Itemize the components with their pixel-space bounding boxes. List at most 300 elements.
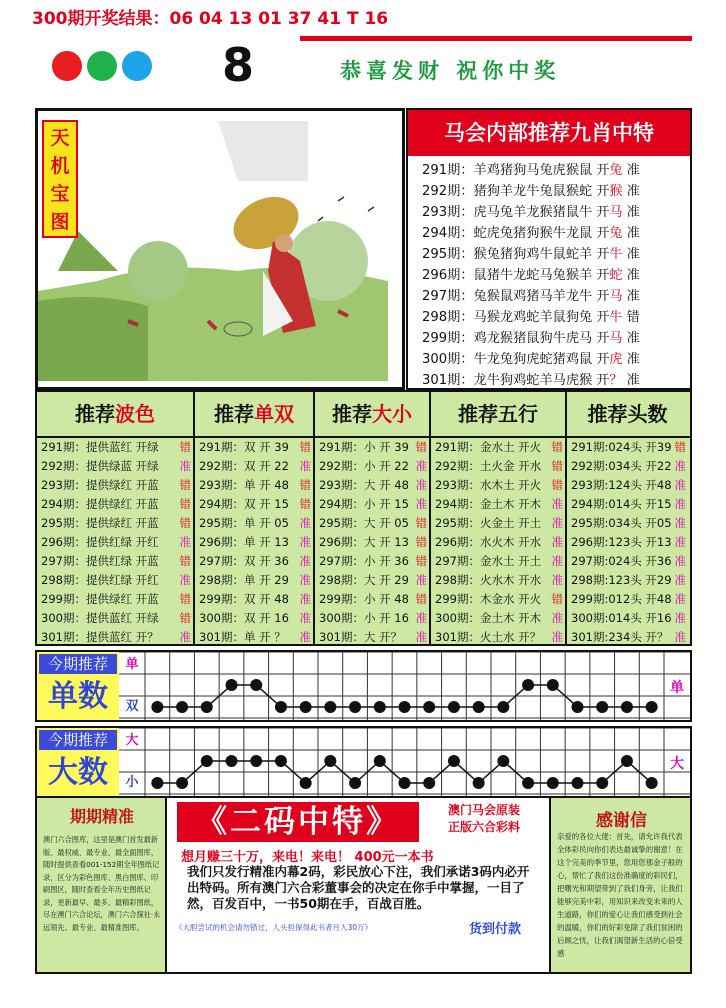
recommend-row (435, 628, 563, 647)
trend-dot (572, 777, 584, 789)
recommend-row-mark: 错 (299, 440, 311, 454)
zodiac-row-result: 猴 (609, 184, 623, 199)
trend-dot (522, 679, 534, 691)
trend-dot (423, 701, 435, 713)
trend-bottom-label: 双 (125, 699, 139, 714)
recommend-row-text: 296期：大 开 13 (319, 535, 409, 549)
recommend-row (199, 514, 311, 533)
recommend-row-mark: 准 (674, 611, 686, 625)
recommend-row (435, 571, 563, 590)
trend-dot (522, 777, 534, 789)
recommend-row (41, 533, 191, 552)
zodiac-row-period: 295期： (422, 247, 474, 262)
recommend-row-mark: 准 (299, 554, 311, 568)
trend-dot (349, 701, 361, 713)
column-heading-a: 推荐 (332, 402, 372, 426)
trend-dot (324, 701, 336, 713)
recommend-row-text: 301期：大 开？ (319, 630, 403, 644)
recommend-row-text: 296期:123头 开13 (571, 535, 672, 549)
recommend-row-text: 301期：火土水 开？ (435, 630, 542, 644)
recommend-row-text: 292期：双 开 22 (199, 459, 289, 473)
recommend-row-mark: 错 (415, 535, 427, 549)
recommend-row-text: 293期:124头 开48 (571, 478, 672, 492)
recommend-row-mark: 准 (551, 516, 563, 530)
zodiac-row-period: 293期： (422, 205, 474, 220)
trend-dot (497, 701, 509, 713)
recommend-row (571, 476, 686, 495)
recommend-row (199, 552, 311, 571)
zodiac-row-period: 292期： (422, 184, 474, 199)
zodiac-row-zodiacs: 牛龙兔狗虎蛇猪鸡鼠 (473, 352, 593, 367)
trend-pick-label: 单 (670, 680, 684, 696)
trend-dot (151, 777, 163, 789)
zodiac-row-period: 299期： (422, 331, 474, 346)
zodiac-row (422, 370, 690, 391)
zodiac-row-zodiacs: 猴兔猪狗鸡牛鼠蛇羊 (473, 247, 593, 262)
column-heading-a: 推荐五行 (458, 402, 538, 426)
recommend-row-text: 299期：木金水 开火 (435, 592, 542, 606)
recommend-row (199, 457, 311, 476)
recommend-row (319, 533, 427, 552)
recommend-row (571, 457, 686, 476)
zodiac-row-period: 300期： (422, 352, 474, 367)
blue-ball-icon (122, 51, 152, 81)
recommend-row (435, 495, 563, 514)
recommend-row (571, 495, 686, 514)
recommend-row (571, 533, 686, 552)
recommend-row-mark: 准 (415, 630, 427, 644)
trend-dot (176, 701, 188, 713)
trend-dot (646, 777, 658, 789)
recommend-row-mark: 错 (179, 611, 191, 625)
zodiac-row-zodiacs: 兔猴鼠鸡猪马羊龙牛 (473, 289, 593, 304)
column-heading-b: 单双 (254, 402, 294, 426)
recommend-row-text: 293期：水木土 开火 (435, 478, 542, 492)
recommend-row-text: 297期：双 开 36 (199, 554, 289, 568)
zodiac-row-open-label: 开 (596, 163, 610, 178)
recommend-row (41, 514, 191, 533)
recommend-row-text: 300期：金土木 开木 (435, 611, 542, 625)
recommend-row-mark: 错 (179, 440, 191, 454)
big-small-chart (119, 728, 690, 796)
recommend-row (319, 476, 427, 495)
zodiac-row-open-label: 开 (596, 268, 610, 283)
recommend-row (319, 457, 427, 476)
recommend-row-mark: 准 (415, 573, 427, 587)
trend-dot (226, 679, 238, 691)
recommend-row-text: 298期：火水木 开水 (435, 573, 542, 587)
trend-dot (324, 755, 336, 767)
recommend-column (315, 392, 431, 644)
column-heading-a: 推荐 (214, 402, 254, 426)
column-heading-b: 波色 (115, 402, 155, 426)
zodiac-row-open-label: 开 (596, 331, 610, 346)
column-heading-a: 推荐 (75, 402, 115, 426)
recommend-row-mark: 准 (299, 516, 311, 530)
recommend-row (199, 628, 311, 647)
trend-label (37, 652, 119, 720)
recommend-row-text: 297期：提供红绿 开蓝 (41, 554, 159, 568)
recommend-row-mark: 错 (551, 440, 563, 454)
recommend-row-text: 299期：双 开 48 (199, 592, 289, 606)
recommend-row (41, 571, 191, 590)
recommend-row (41, 609, 191, 628)
accuracy-title: 期期精准 (69, 807, 134, 826)
column-heading-a: 推荐头数 (587, 402, 668, 426)
recommend-row-mark: 准 (179, 573, 191, 587)
recommend-row-text: 295期：火金土 开土 (435, 516, 542, 530)
zodiac-row-result: 马 (609, 331, 623, 346)
recommend-row (319, 628, 427, 647)
zodiac-row-zodiacs: 鸡龙猴猪鼠狗牛虎马 (473, 331, 593, 346)
zodiac-row-zodiacs: 龙牛狗鸡蛇羊马虎猴 (473, 373, 593, 388)
recommend-row (435, 457, 563, 476)
recommend-row-mark: 错 (674, 440, 686, 454)
recommend-row-mark: 错 (179, 478, 191, 492)
zodiac-row-open-label: 开 (596, 226, 610, 241)
bottom-ad (35, 796, 692, 974)
recommend-column (431, 392, 567, 644)
recommend-column (195, 392, 315, 644)
recommend-row-text: 294期：双 开 15 (199, 497, 289, 511)
trend-dot (250, 679, 262, 691)
recommend-row-text: 300期：小 开 16 (319, 611, 409, 625)
org-label-b: 正版六合彩料 (447, 820, 520, 834)
zodiac-row-result: 牛 (609, 310, 623, 325)
recommend-row (571, 438, 686, 457)
accuracy-body: 澳门六合图库，这里是澳门首发最新版、最权威、最专业、最全面图库，随时提供查看001-152期全年图纸记录，区分为彩色图库、黑白图库、印刷图区，随时查看全年历史图纸记录，更新最早、最多、最精彩图纸，尽在澳门六合论坛，澳门六合探社·永远领先、最专业、最精准图库。 (43, 835, 161, 932)
zodiac-row-zodiacs: 虎马兔羊龙猴猪鼠牛 (473, 205, 593, 220)
trend-dot (201, 701, 213, 713)
trend-dot (201, 755, 213, 767)
recommend-row-mark: 准 (415, 611, 427, 625)
recommend-row-text: 298期：提供红绿 开红 (41, 573, 159, 587)
recommend-row-mark: 准 (299, 535, 311, 549)
zodiac-row (422, 223, 690, 244)
zodiac-row (422, 349, 690, 370)
org-label-a: 澳门马会原装 (447, 803, 520, 817)
recommend-row (435, 590, 563, 609)
ad-body: 我们只发行精准内幕2码，彩民放心下注，我们承诺3码内必开出特码。所有澳门六合彩董事会的决定在你手中掌握，一目了然，百发百中，一书50期在手，百战百胜。 (187, 864, 530, 911)
trend-dot (423, 777, 435, 789)
red-ball-icon (52, 51, 82, 81)
recommend-row (41, 590, 191, 609)
trend-bottom-label: 小 (125, 775, 139, 790)
recommend-row-mark: 准 (551, 611, 563, 625)
nine-zodiac-panel (406, 108, 692, 390)
trend-dot (596, 777, 608, 789)
picture-title: 天机宝图 (42, 120, 78, 238)
recommend-row-text: 293期：单 开 48 (199, 478, 289, 492)
trend-dot (250, 755, 262, 767)
recommend-row (571, 552, 686, 571)
zodiac-row-mark: 准 (626, 163, 640, 178)
trend-dot (151, 701, 163, 713)
recommend-row-text: 296期：单 开 13 (199, 535, 289, 549)
recommend-row-mark: 准 (415, 459, 427, 473)
zodiac-row (422, 307, 690, 328)
recommend-row-text: 297期：小 开 36 (319, 554, 409, 568)
recommend-row-text: 299期:012头 开48 (571, 592, 672, 606)
zodiac-row (422, 286, 690, 307)
recommend-row-mark: 准 (674, 478, 686, 492)
recommend-row-mark: 准 (674, 592, 686, 606)
zodiac-row-result: 兔 (609, 163, 623, 178)
trend-dot (621, 755, 633, 767)
recommend-row-text: 292期：土火金 开水 (435, 459, 542, 473)
recommend-row (571, 571, 686, 590)
recommend-row (435, 552, 563, 571)
recommend-row-mark: 准 (674, 554, 686, 568)
recommend-row-mark: 错 (179, 497, 191, 511)
hotline-text: 想月赚三十万，来电！来电！ 400元一本书 (181, 850, 434, 865)
recommend-row-text: 291期:024头 开39 (571, 440, 672, 454)
recommend-row-mark: 准 (551, 630, 563, 644)
zodiac-row-mark: 准 (626, 226, 640, 241)
nine-zodiac-title: 马会内部推荐九肖中特 (408, 110, 690, 156)
trend-label-big: 大数 (48, 755, 108, 790)
trend-dot (176, 777, 188, 789)
zodiac-row-zodiacs: 鼠猪牛龙蛇马兔猴羊 (473, 268, 593, 283)
recommend-row-mark: 准 (299, 592, 311, 606)
recommend-row-text: 297期:024头 开36 (571, 554, 672, 568)
recommend-row-mark: 准 (551, 554, 563, 568)
recommend-row (319, 495, 427, 514)
trend-dot (572, 701, 584, 713)
green-ball-icon (87, 51, 117, 81)
table-head-divider (37, 436, 690, 438)
zodiac-row-result: 马 (609, 289, 623, 304)
trend-dot (300, 777, 312, 789)
trend-dot (374, 701, 386, 713)
trend-dot (547, 777, 559, 789)
recommend-row-mark: 错 (179, 592, 191, 606)
column-heading (37, 392, 193, 436)
thanks-letter (549, 798, 690, 972)
zodiac-row-open-label: 开 (596, 310, 610, 325)
recommend-row-text: 291期：金水土 开火 (435, 440, 542, 454)
recommend-row-mark: 错 (551, 478, 563, 492)
trend-label-small: 今期推荐 (39, 654, 117, 674)
drinking-man-illustration (38, 111, 402, 387)
recommend-row-mark: 错 (415, 440, 427, 454)
ad-slogan: 《大胆尝试的机会请勿错过，人头担保得此书者月入30万》 (175, 923, 373, 932)
trend-dot (596, 701, 608, 713)
header-rule (300, 36, 692, 41)
recommend-row-mark: 准 (674, 630, 686, 644)
zodiac-row-result: 虎 (609, 352, 623, 367)
slogan: 恭喜发财 祝你中奖 (340, 59, 561, 83)
recommend-row (435, 609, 563, 628)
zodiac-row-open-label: 开 (596, 373, 610, 388)
zodiac-row-open-label: 开 (596, 205, 610, 220)
trend-dot (399, 777, 411, 789)
recommend-row-text: 296期：水火木 开水 (435, 535, 542, 549)
recommend-column (37, 392, 195, 644)
zodiac-row-mark: 准 (626, 352, 640, 367)
trend-dot (448, 701, 460, 713)
recommend-row-mark: 准 (674, 516, 686, 530)
recommend-row-text: 294期：金土木 开木 (435, 497, 542, 511)
recommend-row (571, 590, 686, 609)
trend-top-label: 大 (125, 733, 139, 748)
column-heading (315, 392, 429, 436)
recommend-row-mark: 准 (551, 497, 563, 511)
trend-dot (349, 777, 361, 789)
recommend-row-text: 291期：双 开 39 (199, 440, 289, 454)
recommend-row-mark: 准 (299, 611, 311, 625)
recommend-row-text: 300期：提供蓝红 开绿 (41, 611, 159, 625)
recommend-row-text: 301期：提供蓝红 开？ (41, 630, 159, 644)
two-code-title: 《二码中特》 (177, 802, 419, 842)
recommend-row-text: 298期：单 开 29 (199, 573, 289, 587)
recommend-row-mark: 错 (551, 459, 563, 473)
recommend-row-text: 298期：大 开 29 (319, 573, 409, 587)
trend-label-small: 今期推荐 (39, 730, 117, 750)
recommend-row-text: 298期:123头 开29 (571, 573, 672, 587)
recommend-row-mark: 准 (415, 497, 427, 511)
recommend-row-text: 295期：单 开 05 (199, 516, 289, 530)
recommend-row-mark: 准 (299, 459, 311, 473)
recommend-row-text: 297期：金水土 开土 (435, 554, 542, 568)
recommend-row-text: 294期:014头 开15 (571, 497, 672, 511)
recommend-row-text: 299期：小 开 48 (319, 592, 409, 606)
recommend-row-text: 299期：提供绿红 开蓝 (41, 592, 159, 606)
recommend-row (319, 571, 427, 590)
trend-dot (275, 701, 287, 713)
trend-dot (497, 755, 509, 767)
zodiac-row-period: 297期： (422, 289, 474, 304)
recommend-row (319, 438, 427, 457)
recommend-row-mark: 错 (299, 478, 311, 492)
recommend-row (319, 552, 427, 571)
recommend-row-mark: 错 (415, 592, 427, 606)
recommend-row (41, 438, 191, 457)
zodiac-row-result: 兔 (609, 226, 623, 241)
recommend-row-mark: 准 (179, 459, 191, 473)
zodiac-row-result: ？ (609, 373, 623, 388)
recommend-row-text: 295期：大 开 05 (319, 516, 409, 530)
recommend-row-text: 294期：提供绿红 开蓝 (41, 497, 159, 511)
zodiac-row-open-label: 开 (596, 184, 610, 199)
recommend-row-text: 292期:034头 开22 (571, 459, 672, 473)
zodiac-row-result: 马 (609, 205, 623, 220)
recommendation-table (35, 390, 692, 646)
zodiac-row-mark: 准 (626, 373, 640, 388)
recommend-row (199, 438, 311, 457)
zodiac-row (422, 265, 690, 286)
recommend-row-text: 292期：小 开 22 (319, 459, 409, 473)
zodiac-row-mark: 准 (626, 289, 640, 304)
recommend-row-text: 293期：大 开 48 (319, 478, 409, 492)
recommend-row (319, 590, 427, 609)
trend-dot (646, 701, 658, 713)
recommend-row-text: 291期：提供蓝红 开绿 (41, 440, 159, 454)
column-heading (431, 392, 565, 436)
recommend-row (435, 514, 563, 533)
recommend-row-mark: 准 (551, 573, 563, 587)
zodiac-row-zodiacs: 羊鸡猪狗马兔虎猴鼠 (473, 163, 593, 178)
trend-dot (300, 701, 312, 713)
zodiac-row-mark: 准 (626, 268, 640, 283)
column-heading (567, 392, 688, 436)
recommend-row (199, 609, 311, 628)
zodiac-row-period: 294期： (422, 226, 474, 241)
recommend-row-text: 292期：提供绿蓝 开绿 (41, 459, 159, 473)
recommend-column (567, 392, 690, 644)
recommend-row-text: 295期:034头 开05 (571, 516, 672, 530)
recommend-row-text: 296期：提供红绿 开红 (41, 535, 159, 549)
zodiac-row-mark: 准 (626, 205, 640, 220)
thanks-body: 亲爱的各位大佬：首先，请允许我代表全体彩民向你们表达最诚挚的谢意！在这个完美的季节里，您用您那金子般的心，帮忙了我们这份准确度的彩民们，把曙光和期望带到了我们身旁，让我们能够完美中彩，用知识来改变未来的人生道路，你们的爱心让我们感受到社会的温暖，你们的好彩免除了我们贫困的后顾之忧，让我们渴望新生活的心倍受感 (557, 832, 683, 958)
recommend-row-text: 301期:234头 开？ (571, 630, 669, 644)
recommend-row-mark: 准 (415, 478, 427, 492)
trend-dot (374, 755, 386, 767)
column-heading (195, 392, 313, 436)
trend-dot (399, 701, 411, 713)
recommend-row-text: 293期：提供绿红 开蓝 (41, 478, 159, 492)
recommend-row (319, 609, 427, 628)
treasure-picture (35, 108, 405, 390)
recommend-row (571, 514, 686, 533)
zodiac-row-zodiacs: 马猴龙鸡蛇羊鼠狗兔 (473, 310, 593, 325)
recommend-row (571, 609, 686, 628)
recommend-row-mark: 准 (179, 535, 191, 549)
recommend-row (435, 533, 563, 552)
recommend-row-mark: 错 (179, 516, 191, 530)
recommend-row-text: 300期:014头 开16 (571, 611, 672, 625)
recommend-row-mark: 准 (674, 573, 686, 587)
recommend-row-text: 294期：小 开 15 (319, 497, 409, 511)
recommend-row (435, 438, 563, 457)
recommend-row-mark: 错 (551, 592, 563, 606)
zodiac-row-result: 蛇 (609, 268, 623, 283)
recommend-row-mark: 准 (179, 630, 191, 644)
recommend-row-mark: 错 (179, 554, 191, 568)
zodiac-row-mark: 准 (626, 331, 640, 346)
trend-dot (275, 755, 287, 767)
recommend-row-mark: 错 (415, 516, 427, 530)
recommend-row (41, 457, 191, 476)
odd-even-chart (119, 652, 690, 720)
accuracy-panel (37, 798, 167, 972)
zodiac-row (422, 181, 690, 202)
trend-dot (226, 755, 238, 767)
recommend-row-mark: 准 (674, 535, 686, 549)
issue-number: 8 (222, 38, 255, 92)
recommend-row-mark: 准 (551, 535, 563, 549)
odd-even-trend (35, 650, 692, 722)
zodiac-row-period: 301期： (422, 373, 474, 388)
trend-dot (621, 701, 633, 713)
recommend-row-mark: 准 (674, 497, 686, 511)
zodiac-row-period: 291期： (422, 163, 474, 178)
trend-dot (448, 755, 460, 767)
recommend-row-mark: 错 (415, 554, 427, 568)
trend-dot (473, 701, 485, 713)
recommend-row (41, 495, 191, 514)
two-code-ad (169, 798, 547, 972)
zodiac-row-open-label: 开 (596, 352, 610, 367)
recommend-row-text: 300期：双 开 16 (199, 611, 289, 625)
zodiac-row-zodiacs: 猪狗羊龙牛兔鼠猴蛇 (473, 184, 593, 199)
recommend-row-mark: 准 (299, 630, 311, 644)
org-label (423, 802, 545, 836)
recommend-row (571, 628, 686, 647)
zodiac-row-mark: 准 (626, 184, 640, 199)
recommend-row (199, 495, 311, 514)
zodiac-row (422, 202, 690, 223)
